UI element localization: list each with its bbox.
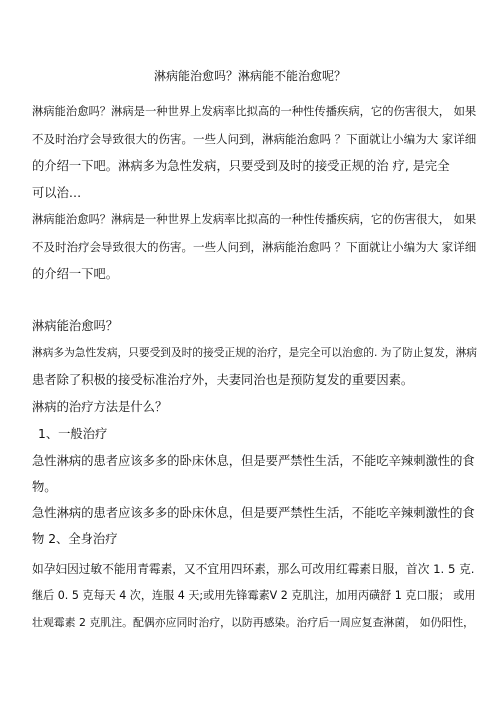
paragraph-line: 急性淋病的患者应该多多的卧床休息，但是要严禁性生活，不能吃辛辣刺激性的食 — [32, 506, 475, 520]
subsection-heading: 1、一般治疗 — [38, 427, 108, 441]
paragraph-line: 如孕妇因过敏不能用青霉素，又不宜用四环素，那么可改用红霉素日服，首次 1. 5 克. — [32, 562, 475, 576]
paragraph-line: 不及时治疗会导致很大的伤害。一些人问到，淋病能治愈吗 ？下面就让小编为大 家详细 — [32, 132, 477, 146]
paragraph-line: 物 2、全身治疗 — [32, 532, 118, 546]
document-title: 淋病能治愈吗？淋病能不能治愈呢？ — [153, 69, 346, 83]
paragraph-line: 淋病能治愈吗？淋病是一种世界上发病率比拟高的一种性传播疾病，它的伤害很大， 如果 — [32, 213, 477, 226]
paragraph-line: 可以治… — [32, 186, 82, 200]
paragraph-line: 淋病多为急性发病，只要受到及时的接受正规的治疗，是完全可以治愈的. 为了防止复发，淋病 — [32, 346, 477, 359]
paragraph-line: 患者除了积极的接受标准治疗外，夫妻同治也是预防复发的重要因素。 — [32, 373, 414, 387]
paragraph-line: 的介绍一下吧。 — [32, 267, 119, 281]
section-heading: 淋病的治疗方法是什么？ — [32, 400, 168, 414]
paragraph-line: 不及时治疗会导致很大的伤害。一些人问到，淋病能治愈吗 ？下面就让小编为大 家详细 — [32, 240, 477, 254]
paragraph-line: 继后 0. 5 克每天 4 次，连服 4 天;或用先锋霉素Ⅴ 2 克肌注，加用丙磺舒 1 克口服； 或用 — [32, 589, 476, 602]
paragraph-line: 淋病能治愈吗？淋病是一种世界上发病率比拟高的一种性传播疾病，它的伤害很大， 如果 — [32, 105, 477, 118]
paragraph-line: 急性淋病的患者应该多多的卧床休息，但是要严禁性生活，不能吃辛辣刺激性的食 — [32, 454, 475, 468]
section-heading: 淋病能治愈吗？ — [32, 319, 119, 333]
paragraph-line: 壮观霉素 2 克肌注。配偶亦应同时治疗，以防再感染。治疗后一周应复查淋菌， 如仍阳性， — [32, 616, 475, 629]
paragraph-line: 的介绍一下吧。淋病多为急性发病，只要受到及时的接受正规的治 疗, 是完全 — [32, 159, 450, 173]
paragraph-line: 物。 — [32, 480, 57, 494]
